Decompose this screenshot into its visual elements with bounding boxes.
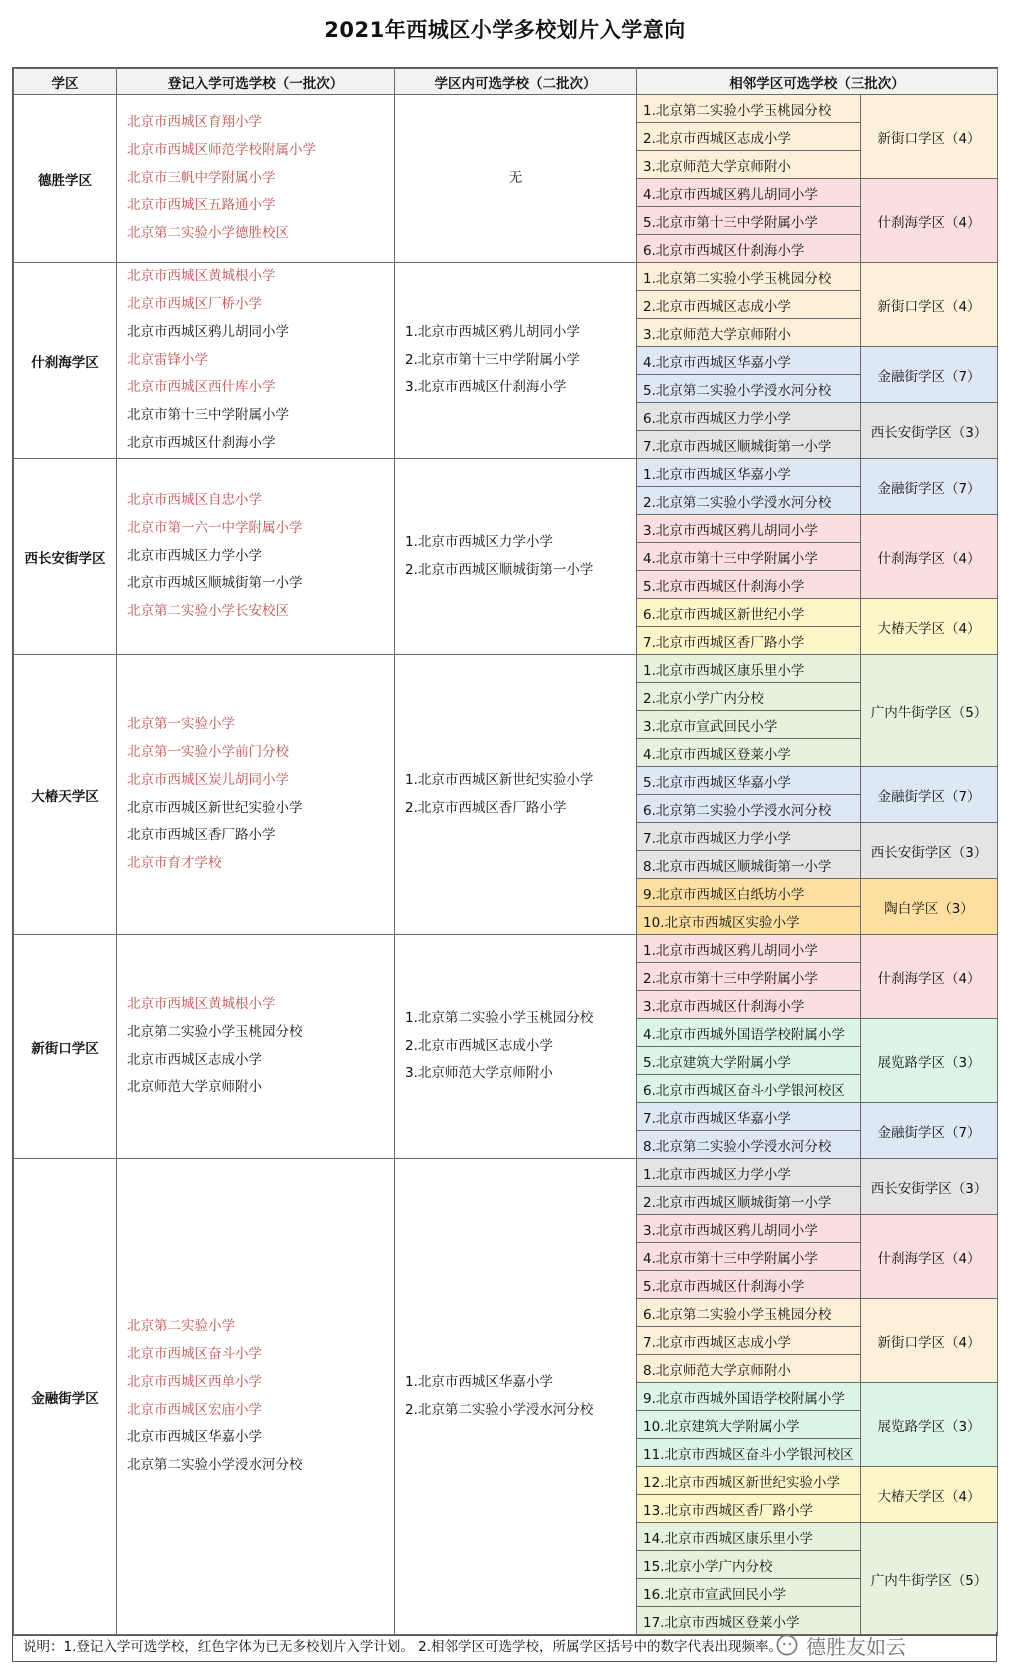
first-batch-school: 北京市第十三中学附属小学	[127, 407, 289, 424]
adjacent-district-group: 什刹海学区（4）	[861, 179, 998, 263]
adjacent-district-group: 展览路学区（3）	[861, 1383, 998, 1467]
second-batch-school: 1.北京市西城区鸦儿胡同小学	[405, 323, 580, 340]
first-batch-school: 北京市西城区顺城街第一小学	[127, 575, 303, 592]
first-batch-cell	[117, 95, 395, 263]
second-batch-cell	[395, 95, 637, 263]
first-batch-school: 北京市西城区师范学校附属小学	[127, 141, 316, 158]
district-name: 金融街学区	[14, 1159, 117, 1635]
adjacent-school: 13.北京市西城区香厂路小学	[637, 1495, 861, 1523]
header-third-batch: 相邻学区可选学校（三批次）	[637, 69, 998, 95]
table-row	[14, 655, 998, 683]
adjacent-school: 6.北京市西城区奋斗小学银河校区	[637, 1075, 861, 1103]
second-batch-school: 1.北京第二实验小学玉桃园分校	[405, 1009, 594, 1026]
district-name: 什刹海学区	[14, 263, 117, 459]
second-batch-school: 无	[508, 169, 523, 186]
adjacent-district-group: 广内牛街学区（5）	[861, 1523, 998, 1635]
adjacent-school: 1.北京市西城区力学小学	[637, 1159, 861, 1187]
adjacent-district-group: 新街口学区（4）	[861, 1299, 998, 1383]
adjacent-district-group: 广内牛街学区（5）	[861, 655, 998, 767]
adjacent-school: 5.北京建筑大学附属小学	[637, 1047, 861, 1075]
watermark	[776, 1630, 906, 1660]
adjacent-school: 10.北京建筑大学附属小学	[637, 1411, 861, 1439]
header-second-batch: 学区内可选学校（二批次）	[395, 69, 637, 95]
adjacent-school: 1.北京市西城区华嘉小学	[637, 459, 861, 487]
district-name: 德胜学区	[14, 95, 117, 263]
first-batch-school: 北京市西城区鸦儿胡同小学	[127, 323, 289, 340]
second-batch-school: 3.北京师范大学京师附小	[405, 1065, 553, 1082]
second-batch-school: 1.北京市西城区华嘉小学	[405, 1373, 553, 1390]
table-header-row	[14, 69, 998, 95]
adjacent-district-group: 金融街学区（7）	[861, 347, 998, 403]
adjacent-school: 3.北京师范大学京师附小	[637, 151, 861, 179]
first-batch-school: 北京师范大学京师附小	[127, 1079, 262, 1096]
adjacent-school: 7.北京市西城区华嘉小学	[637, 1103, 861, 1131]
adjacent-district-group: 金融街学区（7）	[861, 1103, 998, 1159]
adjacent-school: 4.北京市西城外国语学校附属小学	[637, 1019, 861, 1047]
first-batch-school: 北京市西城区香厂路小学	[127, 827, 276, 844]
adjacent-school: 6.北京第二实验小学玉桃园分校	[637, 1299, 861, 1327]
adjacent-school: 2.北京小学广内分校	[637, 683, 861, 711]
district-name: 西长安街学区	[14, 459, 117, 655]
first-batch-school: 北京市西城区厂桥小学	[127, 296, 262, 312]
adjacent-school: 1.北京第二实验小学玉桃园分校	[637, 263, 861, 291]
adjacent-school: 9.北京市西城外国语学校附属小学	[637, 1383, 861, 1411]
adjacent-school: 3.北京师范大学京师附小	[637, 319, 861, 347]
first-batch-school: 北京市西城区西什库小学	[127, 379, 276, 396]
adjacent-school: 1.北京市西城区康乐里小学	[637, 655, 861, 683]
first-batch-school: 北京第一实验小学	[127, 716, 235, 733]
adjacent-school: 4.北京市第十三中学附属小学	[637, 1243, 861, 1271]
adjacent-school: 8.北京第二实验小学涭水河分校	[637, 1131, 861, 1159]
first-batch-school: 北京市西城区新世纪实验小学	[127, 799, 303, 816]
adjacent-school: 11.北京市西城区奋斗小学银河校区	[637, 1439, 861, 1467]
first-batch-school: 北京市西城区志成小学	[127, 1051, 262, 1068]
second-batch-school: 3.北京市西城区什刹海小学	[405, 379, 567, 396]
table-row	[14, 95, 998, 123]
adjacent-school: 3.北京市西城区鸦儿胡同小学	[637, 515, 861, 543]
first-batch-school: 北京市西城区什刹海小学	[127, 434, 276, 451]
second-batch-cell	[395, 1159, 637, 1635]
adjacent-school: 2.北京市西城区志成小学	[637, 123, 861, 151]
adjacent-school: 8.北京市西城区顺城街第一小学	[637, 851, 861, 879]
second-batch-school: 1.北京市西城区力学小学	[405, 533, 553, 550]
first-batch-cell	[117, 935, 395, 1159]
adjacent-district-group: 西长安街学区（3）	[861, 1159, 998, 1215]
table-row	[14, 935, 998, 963]
second-batch-school: 2.北京第二实验小学涭水河分校	[405, 1401, 594, 1418]
adjacent-school: 17.北京市西城区登莱小学	[637, 1607, 861, 1635]
header-district: 学区	[14, 69, 117, 95]
second-batch-school: 1.北京市西城区新世纪实验小学	[405, 771, 594, 788]
district-name: 新街口学区	[14, 935, 117, 1159]
table-body	[14, 95, 998, 1635]
first-batch-school: 北京市西城区力学小学	[127, 547, 262, 564]
first-batch-school: 北京第二实验小学	[127, 1318, 235, 1335]
adjacent-district-group: 大椿天学区（4）	[861, 599, 998, 655]
adjacent-school: 3.北京市西城区什刹海小学	[637, 991, 861, 1019]
adjacent-school: 1.北京市西城区鸦儿胡同小学	[637, 935, 861, 963]
adjacent-school: 16.北京市宣武回民小学	[637, 1579, 861, 1607]
adjacent-school: 2.北京市西城区志成小学	[637, 291, 861, 319]
wechat-icon	[776, 1634, 798, 1656]
first-batch-cell	[117, 263, 395, 459]
first-batch-school: 北京市育才学校	[127, 855, 222, 872]
first-batch-school: 北京第二实验小学涭水河分校	[127, 1457, 303, 1474]
first-batch-school: 北京第二实验小学长安校区	[127, 603, 289, 620]
adjacent-district-group: 西长安街学区（3）	[861, 403, 998, 459]
second-batch-cell	[395, 935, 637, 1159]
adjacent-school: 9.北京市西城区白纸坊小学	[637, 879, 861, 907]
adjacent-district-group: 什刹海学区（4）	[861, 515, 998, 599]
school-table-frame	[12, 67, 998, 1636]
adjacent-school: 5.北京第二实验小学涭水河分校	[637, 375, 861, 403]
adjacent-district-group: 什刹海学区（4）	[861, 935, 998, 1019]
first-batch-school: 北京第二实验小学玉桃园分校	[127, 1023, 303, 1040]
table-row	[14, 459, 998, 487]
adjacent-district-group: 大椿天学区（4）	[861, 1467, 998, 1523]
first-batch-school: 北京市西城区黄城根小学	[127, 268, 276, 285]
adjacent-school: 4.北京市西城区登莱小学	[637, 739, 861, 767]
adjacent-school: 1.北京第二实验小学玉桃园分校	[637, 95, 861, 123]
first-batch-school: 北京雷锋小学	[127, 351, 208, 368]
table-row	[14, 1159, 998, 1187]
adjacent-school: 6.北京市西城区什刹海小学	[637, 235, 861, 263]
adjacent-school: 8.北京师范大学京师附小	[637, 1355, 861, 1383]
adjacent-district-group: 陶白学区（3）	[861, 879, 998, 935]
school-table	[13, 68, 998, 1635]
adjacent-school: 5.北京市西城区华嘉小学	[637, 767, 861, 795]
adjacent-district-group: 新街口学区（4）	[861, 95, 998, 179]
first-batch-school: 北京市西城区华嘉小学	[127, 1429, 262, 1446]
adjacent-school: 5.北京市西城区什刹海小学	[637, 1271, 861, 1299]
adjacent-school: 7.北京市西城区香厂路小学	[637, 627, 861, 655]
watermark-text: 德胜友如云	[806, 1634, 906, 1659]
adjacent-school: 5.北京市西城区什刹海小学	[637, 571, 861, 599]
second-batch-cell	[395, 263, 637, 459]
second-batch-school: 2.北京市西城区香厂路小学	[405, 799, 567, 816]
adjacent-district-group: 西长安街学区（3）	[861, 823, 998, 879]
first-batch-cell	[117, 459, 395, 655]
adjacent-school: 7.北京市西城区顺城街第一小学	[637, 431, 861, 459]
first-batch-school: 北京市西城区育翔小学	[127, 114, 262, 130]
page-title: 2021年西城区小学多校划片入学意向	[324, 18, 686, 42]
header-first-batch: 登记入学可选学校（一批次）	[117, 69, 395, 95]
first-batch-school: 北京市西城区宏庙小学	[127, 1401, 262, 1418]
adjacent-school: 6.北京第二实验小学涭水河分校	[637, 795, 861, 823]
footnote: 说明：1.登记入学可选学校，红色字体为已无多校划片入学计划。 2.相邻学区可选学校，所属学区括号中的数字代表出现频率。	[12, 1632, 997, 1662]
first-batch-school: 北京市西城区西单小学	[127, 1373, 262, 1390]
adjacent-school: 3.北京市西城区鸦儿胡同小学	[637, 1215, 861, 1243]
first-batch-school: 北京第一实验小学前门分校	[127, 743, 289, 760]
adjacent-school: 7.北京市西城区力学小学	[637, 823, 861, 851]
adjacent-school: 14.北京市西城区康乐里小学	[637, 1523, 861, 1551]
district-name: 大椿天学区	[14, 655, 117, 935]
first-batch-school: 北京市第一六一中学附属小学	[127, 519, 303, 536]
adjacent-district-group: 金融街学区（7）	[861, 459, 998, 515]
first-batch-school: 北京市西城区炭儿胡同小学	[127, 771, 289, 788]
adjacent-school: 12.北京市西城区新世纪实验小学	[637, 1467, 861, 1495]
adjacent-district-group: 展览路学区（3）	[861, 1019, 998, 1103]
adjacent-district-group: 新街口学区（4）	[861, 263, 998, 347]
first-batch-cell	[117, 655, 395, 935]
adjacent-school: 15.北京小学广内分校	[637, 1551, 861, 1579]
adjacent-school: 2.北京第二实验小学涭水河分校	[637, 487, 861, 515]
first-batch-school: 北京市西城区黄城根小学	[127, 995, 276, 1012]
first-batch-school: 北京第二实验小学德胜校区	[127, 225, 289, 242]
adjacent-school: 2.北京市西城区顺城街第一小学	[637, 1187, 861, 1215]
adjacent-school: 5.北京市第十三中学附属小学	[637, 207, 861, 235]
second-batch-school: 2.北京市西城区志成小学	[405, 1037, 553, 1054]
adjacent-school: 10.北京市西城区实验小学	[637, 907, 861, 935]
second-batch-school: 2.北京市西城区顺城街第一小学	[405, 561, 594, 578]
first-batch-school: 北京市西城区奋斗小学	[127, 1345, 262, 1362]
adjacent-school: 4.北京市西城区鸦儿胡同小学	[637, 179, 861, 207]
second-batch-school: 2.北京市第十三中学附属小学	[405, 351, 580, 368]
first-batch-school: 北京市西城区五路通小学	[127, 197, 276, 214]
first-batch-school: 北京市三帆中学附属小学	[127, 169, 276, 186]
second-batch-cell	[395, 655, 637, 935]
adjacent-school: 4.北京市第十三中学附属小学	[637, 543, 861, 571]
adjacent-school: 2.北京市第十三中学附属小学	[637, 963, 861, 991]
second-batch-cell	[395, 459, 637, 655]
first-batch-school: 北京市西城区自忠小学	[127, 492, 262, 508]
adjacent-district-group: 金融街学区（7）	[861, 767, 998, 823]
adjacent-school: 3.北京市宣武回民小学	[637, 711, 861, 739]
adjacent-school: 6.北京市西城区力学小学	[637, 403, 861, 431]
first-batch-cell	[117, 1159, 395, 1635]
adjacent-school: 4.北京市西城区华嘉小学	[637, 347, 861, 375]
adjacent-school: 6.北京市西城区新世纪小学	[637, 599, 861, 627]
adjacent-school: 7.北京市西城区志成小学	[637, 1327, 861, 1355]
adjacent-district-group: 什刹海学区（4）	[861, 1215, 998, 1299]
table-row	[14, 263, 998, 291]
